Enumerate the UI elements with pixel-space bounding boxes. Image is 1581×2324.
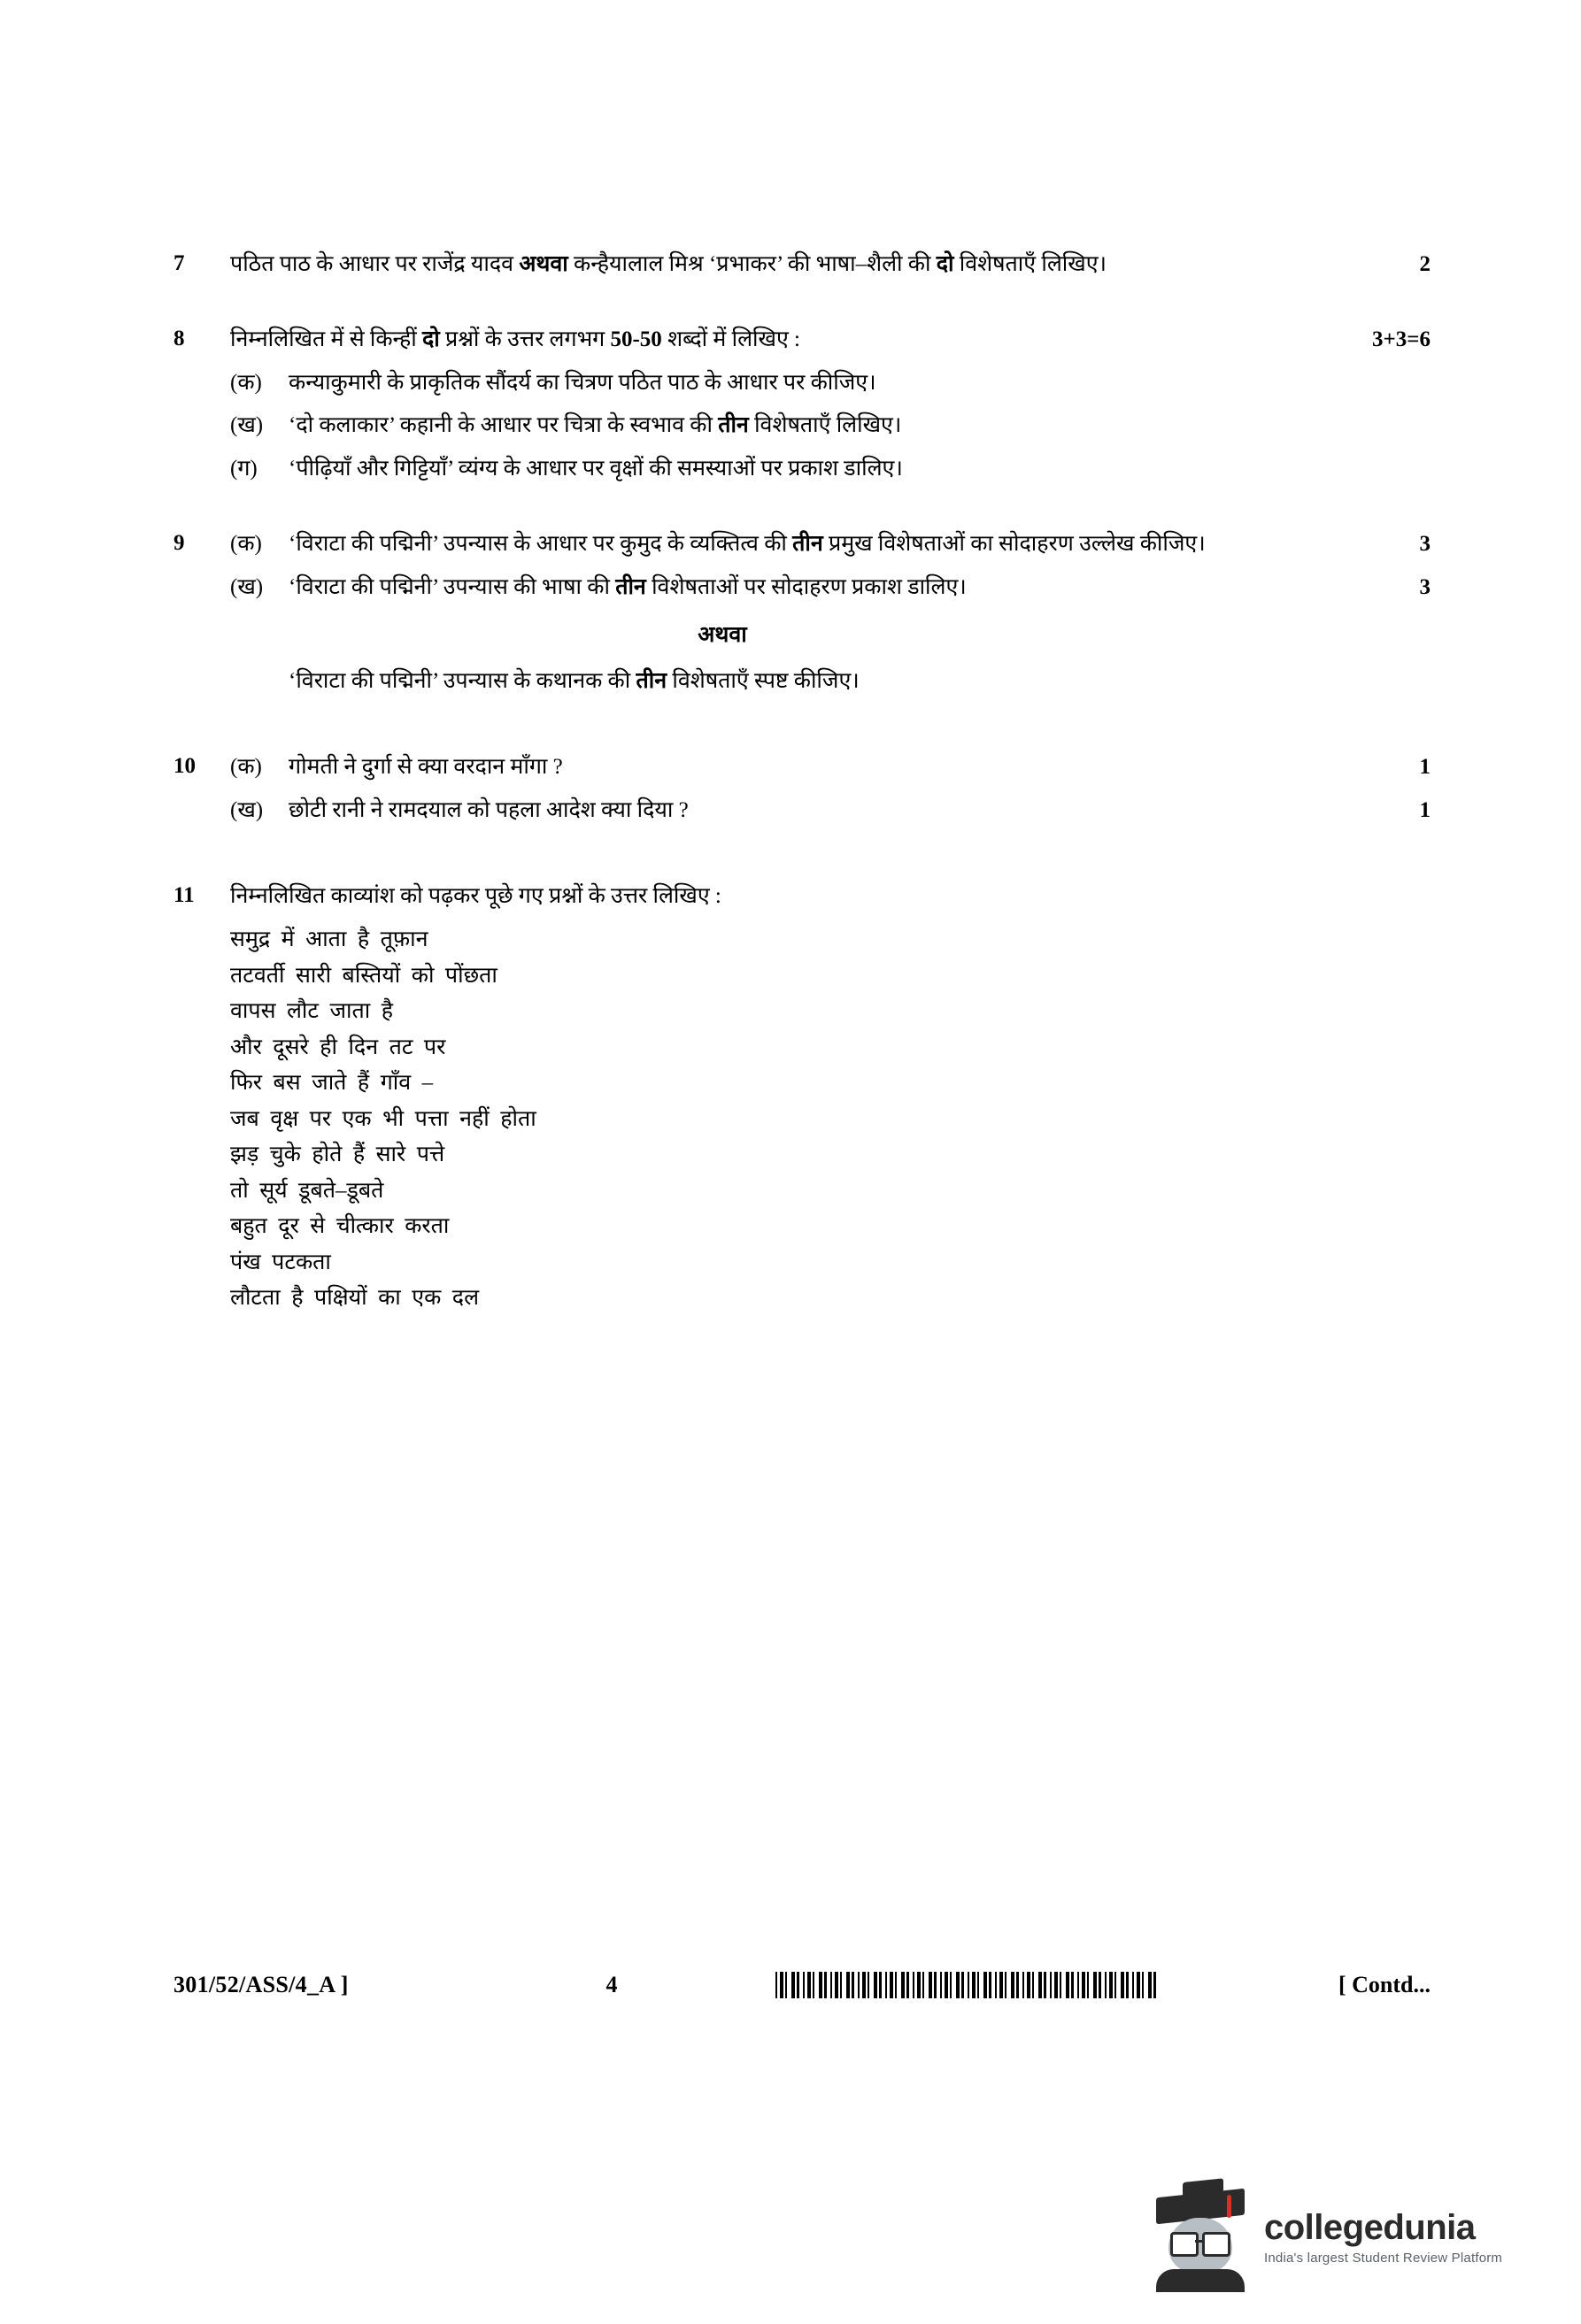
poem-line: जब वृक्ष पर एक भी पत्ता नहीं होता <box>230 1106 536 1131</box>
question-text: पठित पाठ के आधार पर राजेंद्र यादव अथवा कन्हैयालाल मिश्र ‘प्रभाकर’ की भाषा–शैली की दो विशेषताएँ लिखिए। <box>230 252 1107 276</box>
brand-tagline: India's largest Student Review Platform <box>1264 2251 1503 2266</box>
poem-line: फिर बस जाते हैं गाँव – <box>230 1071 434 1096</box>
question-10-part-a <box>174 750 1431 785</box>
question-8-part-b <box>174 409 1431 443</box>
collegedunia-logo <box>1151 2184 1567 2290</box>
poem-lines <box>230 922 536 1317</box>
question-9-part-b <box>174 571 1431 605</box>
part-marks: 1 <box>1419 755 1431 779</box>
poem-line: तटवर्ती सारी बस्तियों को पोंछता <box>230 963 497 988</box>
part-label: (क) <box>230 370 262 395</box>
part-label: (ख) <box>230 574 264 599</box>
graduate-mascot-icon <box>1151 2188 1250 2287</box>
part-text: ‘दो कलाकार’ कहानी के आधार पर चित्रा के स्वभाव की तीन विशेषताएँ लिखिए। <box>289 413 902 438</box>
alternative-label: अथवा <box>698 623 747 648</box>
brand-name: collegedunia <box>1264 2208 1476 2247</box>
continued-label: [ Contd... <box>1338 1972 1431 1997</box>
part-text: ‘विराटा की पद्मिनी’ उपन्यास की भाषा की तीन विशेषताओं पर सोदाहरण प्रकाश डालिए। <box>289 574 967 599</box>
question-7 <box>174 248 1431 282</box>
question-number: 9 <box>174 530 185 555</box>
page-number: 4 <box>605 1972 618 1997</box>
part-text: छोटी रानी ने रामदयाल को पहला आदेश क्या दिया ? <box>289 797 689 822</box>
part-label: (ख) <box>230 797 264 822</box>
tassel-icon <box>1227 2195 1231 2218</box>
question-text: निम्नलिखित काव्यांश को पढ़कर पूछे गए प्रश्नों के उत्तर लिखिए : <box>230 883 721 908</box>
part-text: ‘पीढ़ियाँ और गिट्टियाँ’ व्यंग्य के आधार पर वृक्षों की समस्याओं पर प्रकाश डालिए। <box>289 457 903 481</box>
question-marks: 2 <box>1419 252 1431 276</box>
question-9-alternative <box>174 665 1431 699</box>
question-9-part-a <box>174 527 1431 562</box>
question-marks: 3+3=6 <box>1372 327 1431 351</box>
barcode-wrapper <box>678 1972 1253 1998</box>
question-text: निम्नलिखित में से किन्हीं दो प्रश्नों के उत्तर लगभग 50-50 शब्दों में लिखिए : <box>230 327 800 351</box>
alternative-text: ‘विराटा की पद्मिनी’ उपन्यास के कथानक की तीन विशेषताएँ स्पष्ट कीजिए। <box>289 669 860 694</box>
logo-text <box>1264 2209 1502 2266</box>
poem-line: बहुत दूर से चीत्कार करता <box>230 1214 450 1239</box>
body-shape <box>1156 2269 1245 2292</box>
question-8-part-a <box>174 366 1431 401</box>
question-8-part-c <box>174 452 1431 487</box>
part-label: (ख) <box>230 413 264 438</box>
barcode-image <box>775 1972 1156 1998</box>
part-text: ‘विराटा की पद्मिनी’ उपन्यास के आधार पर कुमुद के व्यक्तित्व की तीन प्रमुख विशेषताओं का सोदाहरण उल्लेख कीजिए। <box>289 531 1206 556</box>
paper-code: 301/52/ASS/4_A ] <box>174 1972 349 1997</box>
poem-line: तो सूर्य डूबते–डूबते <box>230 1178 384 1203</box>
poem-line: पंख पटकता <box>230 1250 331 1274</box>
question-number: 11 <box>174 882 195 907</box>
question-8 <box>174 323 1431 358</box>
part-label: (ग) <box>230 457 258 481</box>
poem-block <box>174 913 1431 1317</box>
page-footer <box>174 1972 1431 1998</box>
part-marks: 3 <box>1419 574 1431 599</box>
question-11 <box>174 880 1431 914</box>
glasses-icon <box>1170 2232 1230 2251</box>
question-number: 7 <box>174 251 185 275</box>
part-text: कन्याकुमारी के प्राकृतिक सौंदर्य का चित्रण पठित पाठ के आधार पर कीजिए। <box>289 370 876 395</box>
poem-line: और दूसरे ही दिन तट पर <box>230 1035 446 1059</box>
part-label: (क) <box>230 755 262 779</box>
poem-line: वापस लौट जाता है <box>230 999 394 1024</box>
part-text: गोमती ने दुर्गा से क्या वरदान माँगा ? <box>289 755 563 779</box>
poem-line: लौटता है पक्षियों का एक दल <box>230 1286 480 1311</box>
question-number: 10 <box>174 754 196 778</box>
poem-line: झड़ चुके होते हैं सारे पत्ते <box>230 1143 445 1167</box>
poem-line: समुद्र में आता है तूफ़ान <box>230 927 428 952</box>
part-marks: 1 <box>1419 797 1431 822</box>
part-label: (क) <box>230 531 262 556</box>
question-list <box>174 248 1431 1317</box>
question-number: 8 <box>174 326 185 350</box>
part-marks: 3 <box>1419 531 1431 556</box>
question-10-part-b <box>174 794 1431 828</box>
